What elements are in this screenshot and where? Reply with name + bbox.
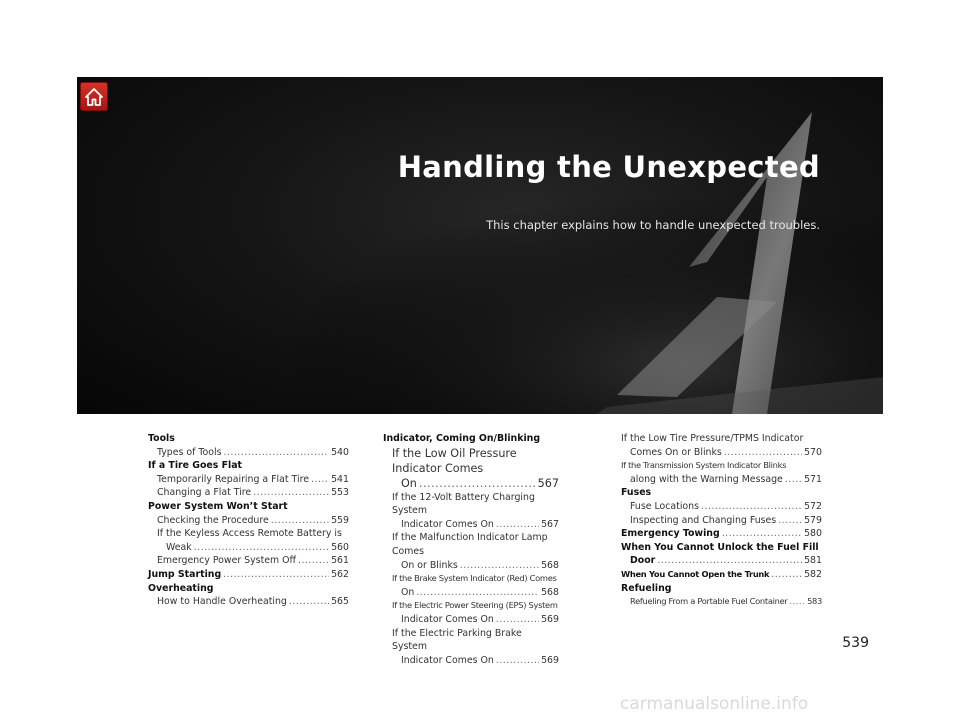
toc-entry-label: Comes On or Blinks [630, 446, 722, 458]
toc-entry-page: 553 [331, 487, 349, 499]
toc-entry-page: 571 [804, 473, 822, 485]
toc-entry-label: On [401, 586, 415, 598]
toc-entry-inspecting-fuses[interactable] [621, 514, 822, 528]
toc-entry-page: 581 [804, 555, 822, 567]
toc-entry-oil-line1[interactable]: If the Low Oil Pressure Indicator Comes [392, 446, 517, 475]
toc-entry-brake[interactable] [383, 586, 559, 600]
toc-column-1 [148, 432, 349, 609]
leader-dots [311, 473, 329, 487]
toc-heading-fuses: Fuses [621, 487, 652, 499]
toc-heading-refueling: Refueling [621, 582, 672, 594]
toc-entry-page: 560 [331, 541, 349, 553]
toc-entry-mil-line1[interactable]: If the Malfunction Indicator Lamp Comes [392, 532, 548, 557]
toc-entry-jump-starting[interactable] [148, 568, 349, 582]
toc-entry-page: 569 [541, 613, 559, 625]
leader-dots [460, 559, 539, 573]
leader-dots [657, 554, 802, 568]
toc-entry-changing-tire[interactable] [148, 486, 349, 500]
toc-entry-emergency-towing[interactable] [621, 527, 822, 541]
toc-entry-label: Indicator Comes On [401, 654, 494, 666]
toc-entry-page: 583 [807, 596, 822, 607]
leader-dots [778, 514, 802, 528]
leader-dots [789, 595, 805, 609]
toc-entry-fuse-locations[interactable] [621, 500, 822, 514]
leader-dots [724, 446, 802, 460]
toc-entry-label: Types of Tools [157, 446, 222, 458]
toc-heading-indicator: Indicator, Coming On/Blinking [383, 433, 541, 444]
toc-entry-eps-line1[interactable]: If the Electric Power Steering (EPS) System [392, 600, 558, 611]
toc-entry-keyless-weak[interactable] [148, 541, 349, 555]
toc-entry-page: 568 [541, 559, 559, 571]
toc-entry-temp-repair[interactable] [148, 473, 349, 487]
toc-entry-page: 561 [331, 555, 349, 567]
toc-entry-label: Inspecting and Changing Fuses [630, 514, 777, 526]
warning-triangle-image [77, 77, 883, 414]
leader-dots [496, 613, 539, 627]
toc-entry-label: Emergency Towing [621, 528, 720, 540]
chapter-title: Handling the Unexpected [397, 150, 820, 184]
toc-entry-eps[interactable] [383, 613, 559, 627]
toc-entry-epb[interactable] [383, 654, 559, 668]
leader-dots [194, 541, 329, 555]
toc-heading-tools: Tools [148, 433, 175, 444]
toc-entry-page: 541 [331, 473, 349, 485]
toc-entry-battery-line1[interactable]: If the 12-Volt Battery Charging System [392, 491, 535, 517]
leader-dots [416, 586, 539, 600]
toc-entry-oil[interactable] [383, 476, 559, 491]
leader-dots [419, 476, 536, 491]
home-button[interactable] [80, 82, 108, 111]
toc-entry-label: When You Cannot Open the Trunk [621, 568, 770, 579]
leader-dots [771, 568, 802, 582]
toc-entry-page: 579 [804, 514, 822, 526]
toc-entry-page: 570 [804, 446, 822, 458]
toc-entry-tpms[interactable] [621, 446, 822, 460]
toc-entry-label: Refueling From a Portable Fuel Container [630, 596, 788, 607]
toc-entry-label: Checking the Procedure [157, 514, 269, 526]
leader-dots [496, 654, 539, 668]
toc-entry-emergency-power-off[interactable] [148, 554, 349, 568]
toc-entry-fuel-door-line1[interactable]: When You Cannot Unlock the Fuel Fill [621, 541, 819, 553]
leader-dots [496, 518, 539, 532]
leader-dots [271, 514, 329, 528]
toc-entry-page: 572 [804, 500, 822, 512]
toc-entry-overheating[interactable] [148, 595, 349, 609]
leader-dots [722, 527, 802, 541]
toc-entry-label: On or Blinks [401, 559, 458, 571]
watermark: carmanualsonline.info [620, 694, 809, 714]
chapter-banner [77, 77, 883, 414]
toc-entry-label: Indicator Comes On [401, 518, 494, 530]
toc-entry-page: 569 [541, 654, 559, 666]
toc-entry-fuel-door[interactable] [621, 554, 822, 568]
toc-entry-page: 540 [331, 446, 349, 458]
toc-entry-label: Door [630, 555, 656, 567]
toc-entry-label: along with the Warning Message [630, 473, 783, 485]
toc-heading-overheating: Overheating [148, 582, 214, 594]
leader-dots [298, 554, 329, 568]
toc-entry-label: Jump Starting [148, 568, 222, 580]
toc-entry-keyless-line1[interactable]: If the Keyless Access Remote Battery is [157, 528, 342, 540]
toc-entry-page: 562 [331, 568, 349, 580]
toc-entry-brake-line1[interactable]: If the Brake System Indicator (Red) Comes [392, 573, 557, 584]
leader-dots [224, 446, 330, 460]
toc-column-3 [621, 432, 822, 609]
toc-entry-label: On [401, 476, 417, 490]
toc-entry-types-of-tools[interactable] [148, 446, 349, 460]
toc-heading-flat-tire: If a Tire Goes Flat [148, 460, 243, 472]
toc-entry-transmission-line1[interactable]: If the Transmission System Indicator Blinks [621, 460, 787, 471]
toc-entry-trunk[interactable] [621, 568, 822, 582]
toc-entry-page: 567 [541, 518, 559, 530]
toc-heading-power-system: Power System Won’t Start [148, 500, 288, 512]
leader-dots [253, 486, 329, 500]
toc-entry-checking[interactable] [148, 514, 349, 528]
toc-entry-label: Weak [166, 541, 192, 553]
toc-entry-epb-line1[interactable]: If the Electric Parking Brake System [392, 627, 522, 653]
toc-entry-page: 582 [804, 568, 822, 580]
toc-entry-page: 580 [804, 528, 822, 540]
toc-entry-tpms-line1[interactable]: If the Low Tire Pressure/TPMS Indicator [621, 433, 804, 444]
toc-entry-page: 567 [537, 476, 559, 490]
leader-dots [223, 568, 329, 582]
chapter-subtitle: This chapter explains how to handle unexpected troubles. [486, 218, 820, 232]
toc-entry-page: 559 [331, 514, 349, 526]
leader-dots [701, 500, 802, 514]
toc-entry-page: 568 [541, 586, 559, 598]
toc-entry-label: How to Handle Overheating [157, 596, 287, 608]
toc-entry-label: Changing a Flat Tire [157, 487, 252, 499]
toc-column-2 [383, 432, 559, 667]
toc-entry-label: Emergency Power System Off [157, 555, 296, 567]
toc-entry-label: Fuse Locations [630, 500, 699, 512]
toc-entry-mil[interactable] [383, 559, 559, 573]
leader-dots [289, 595, 329, 609]
home-icon [84, 87, 104, 107]
toc-entry-page: 565 [331, 596, 349, 608]
toc-entry-battery[interactable] [383, 518, 559, 532]
page-number: 539 [842, 635, 869, 651]
toc-entry-label: Temporarily Repairing a Flat Tire [157, 473, 309, 485]
toc-entry-transmission[interactable] [621, 473, 822, 487]
toc-entry-label: Indicator Comes On [401, 613, 494, 625]
leader-dots [785, 473, 802, 487]
toc-entry-portable-container[interactable] [621, 595, 822, 609]
